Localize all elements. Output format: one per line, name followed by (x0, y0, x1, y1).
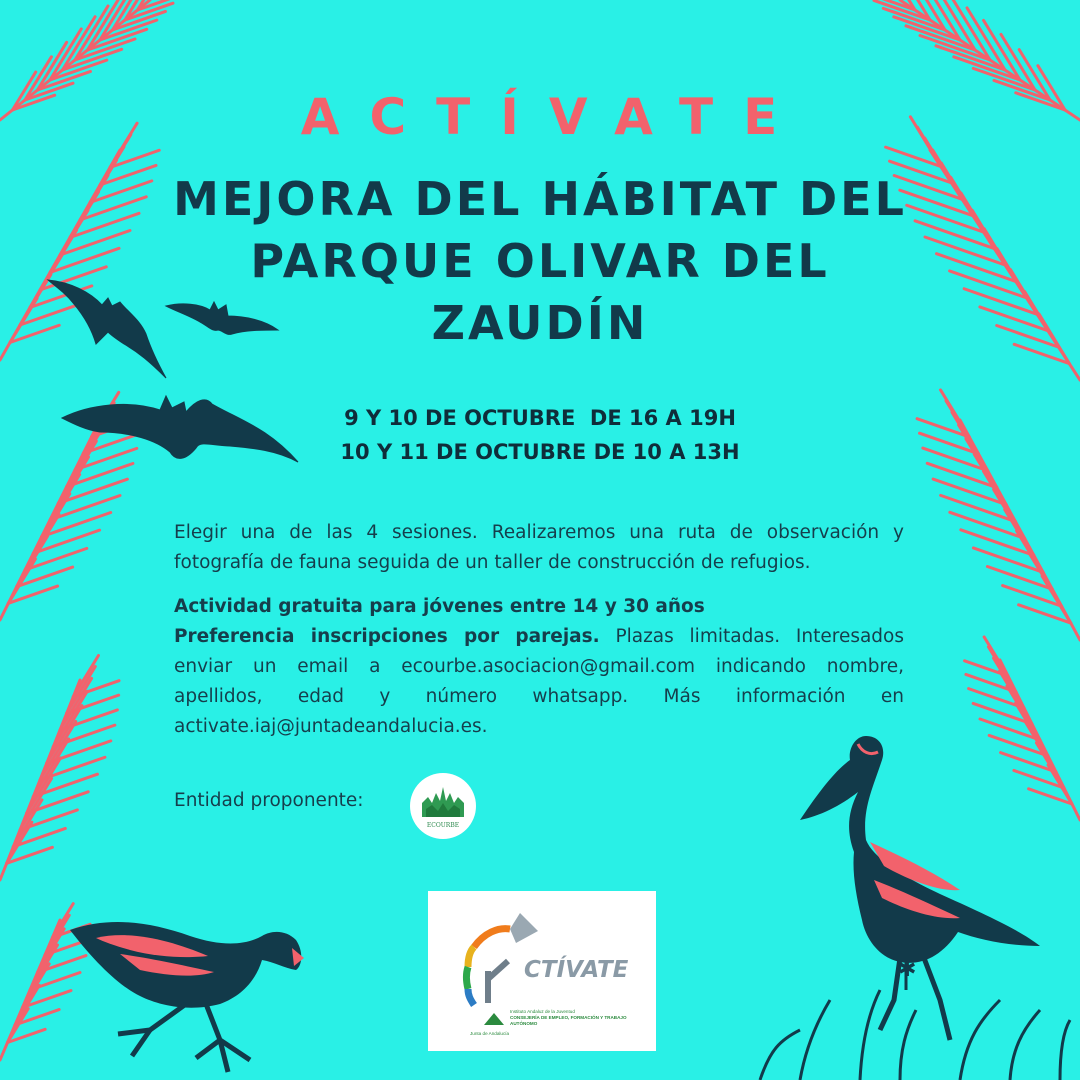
date-line: 10 Y 11 DE OCTUBRE DE 10 A 13H (340, 440, 740, 464)
palm-fronds-left (0, 0, 180, 1060)
activate-brand-text: CTÍVATE (524, 957, 629, 983)
ecourbe-logo (410, 773, 476, 839)
description-text: Elegir una de las 4 sesiones. Realizaremos una ruta de observación y fotografía de fauna seguida de un taller de construcción de refugios. (174, 522, 904, 573)
activate-logo (428, 891, 656, 1051)
session-dates (280, 401, 800, 469)
title-line: PARQUE OLIVAR DEL (250, 234, 830, 288)
proponent-label: Entidad proponente: (174, 790, 364, 811)
institute-text (510, 1009, 640, 1027)
ibis-bird-illustration (760, 736, 1070, 1080)
page-title (130, 168, 950, 354)
junta-text: Junta de Andalucía (470, 1031, 510, 1036)
event-description (174, 518, 904, 742)
title-line: MEJORA DEL HÁBITAT DEL (173, 172, 907, 226)
ecourbe-skyline-icon (410, 773, 476, 839)
institute-name: Instituto Andaluz de la Juventud (510, 1009, 575, 1014)
swamphen-bird-illustration (70, 922, 304, 1072)
ecourbe-logo-text: ECOURBE (426, 822, 460, 829)
ministry-name: CONSEJERÍA DE EMPLEO, FORMACIÓN Y TRABAJO AUTÓNOMO (510, 1015, 627, 1026)
kicker-heading: ACTÍVATE (300, 88, 808, 146)
title-line: ZAUDÍN (431, 296, 649, 350)
preference-text: Preferencia inscripciones por parejas. (174, 626, 600, 647)
contact-text: Plazas limitadas. Interesados enviar un email a ecourbe.asociacion@gmail.com indicando nombre, apellidos, edad y número whatsapp. Más información en activate.iaj@juntadeandalucia.es. (174, 626, 904, 737)
free-activity-text: Actividad gratuita para jóvenes entre 14 y 30 años (174, 596, 705, 617)
date-line: 9 Y 10 DE OCTUBRE DE 16 A 19H (344, 406, 736, 430)
svg-text:✱: ✱ (898, 957, 917, 982)
registration-text (174, 622, 904, 742)
